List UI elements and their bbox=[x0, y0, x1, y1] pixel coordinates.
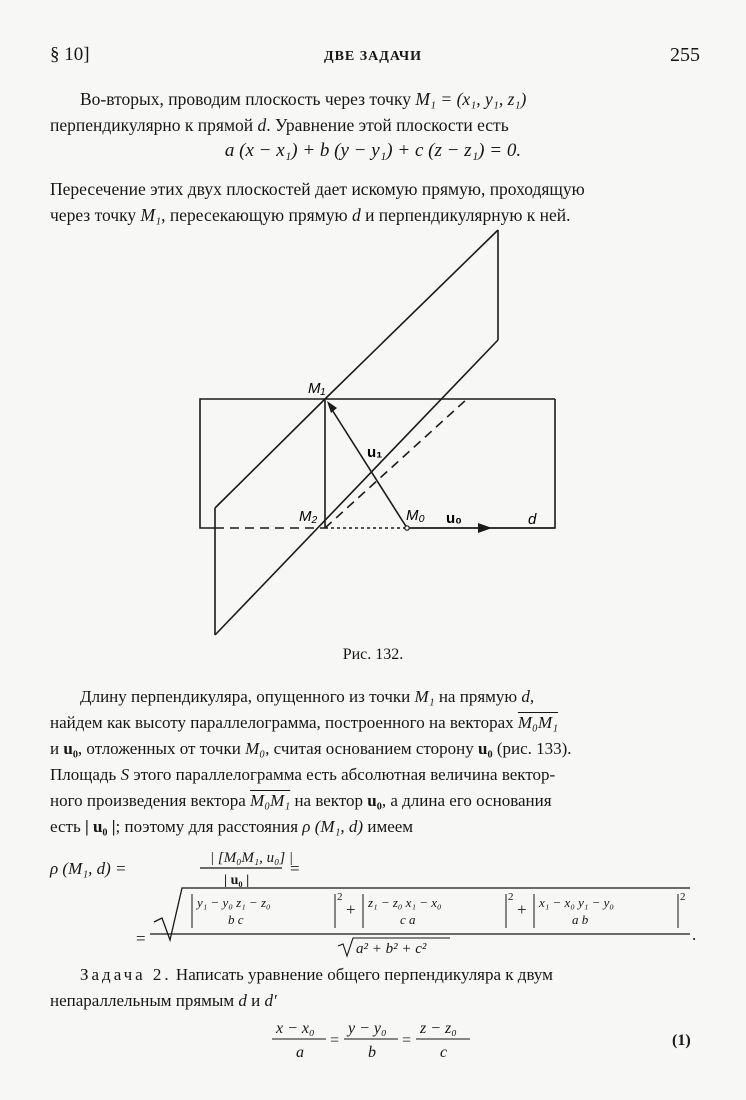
p3-text-6a: есть bbox=[50, 817, 85, 836]
label-m1: M₁ bbox=[308, 380, 326, 397]
p3-text-1a: Длину перпендикуляра, опущенного из точки bbox=[80, 687, 415, 706]
p3-point-m0: M₀ bbox=[245, 739, 266, 758]
point-m0 bbox=[405, 526, 409, 530]
p3-vector-u0-3: u₀ bbox=[367, 791, 382, 810]
p2-text-c: и перпендикулярную к ней. bbox=[360, 205, 571, 225]
eq3-number: (1) bbox=[672, 1032, 691, 1049]
formula-cross-product: | [M₀M₁, u₀] | bbox=[210, 850, 294, 866]
plane-equation: a (x − x₁) + b (y − y₁) + c (z − z₁) = 0. bbox=[224, 140, 522, 161]
task-2-text-a: Написать уравнение общего перпендикуляра к двум bbox=[171, 965, 553, 984]
canonical-line-equation bbox=[0, 1015, 746, 1075]
plus-2: + bbox=[517, 900, 527, 919]
label-u1: u₁ bbox=[367, 444, 383, 461]
p3-vector-u0: u₀ bbox=[63, 739, 78, 758]
p3-text-6c: имеем bbox=[363, 817, 414, 836]
inclined-plane-lower-right-edge bbox=[215, 340, 498, 635]
formula-denominator: a² + b² + c² bbox=[356, 941, 427, 957]
det1-square: 2 bbox=[337, 891, 343, 903]
section-number: § 10] bbox=[50, 44, 90, 65]
p3-line-d: d, bbox=[521, 687, 535, 706]
p2-text-a: через точку bbox=[50, 205, 141, 225]
figure-caption: Рис. 132. bbox=[342, 646, 404, 663]
p2-point-m1: M₁ bbox=[140, 205, 162, 225]
p3-line1-lead bbox=[50, 687, 80, 706]
p3-point-m1: M₁ bbox=[414, 687, 435, 706]
horizontal-plane-right bbox=[410, 399, 555, 528]
label-u0: u₀ bbox=[446, 510, 462, 527]
p3-text-3d: (рис. 133). bbox=[492, 739, 572, 758]
task-2-line-d-prime: d′ bbox=[264, 991, 277, 1010]
task-2-and: и bbox=[246, 991, 265, 1010]
inclined-plane-upper-left-edge bbox=[215, 399, 325, 508]
p1-text-b: перпендикулярно к прямой bbox=[50, 115, 258, 135]
p3-text-5b: на вектор bbox=[290, 791, 368, 810]
p3-vector-m0m1-2: M₀M₁ bbox=[250, 791, 291, 810]
label-m0: M₀ bbox=[406, 507, 425, 524]
paragraph-3 bbox=[50, 684, 702, 840]
label-m2: M₂ bbox=[299, 508, 318, 525]
eq3-den2: b bbox=[368, 1044, 376, 1061]
eq3-num2: y − y₀ bbox=[348, 1020, 387, 1037]
p3-text-4a: Площадь bbox=[50, 765, 121, 784]
p3-text-5c: , а длина его основания bbox=[381, 791, 552, 810]
formula-equals-2: = bbox=[136, 929, 146, 948]
task-2-text-b: непараллельным прямым bbox=[50, 991, 239, 1010]
eq3-equals1: = bbox=[330, 1032, 340, 1049]
p3-text-3b: , отложенных от точки bbox=[77, 739, 246, 758]
task-2-title: Задача 2. bbox=[80, 965, 172, 984]
arrowhead-u0 bbox=[478, 523, 492, 533]
formula-equals-1: = bbox=[290, 859, 300, 878]
hidden-line-intersection bbox=[325, 399, 467, 528]
p3-text-3c: , считая основанием сторону bbox=[265, 739, 479, 758]
task-2-line-d: d bbox=[238, 991, 247, 1010]
page-running-title: ДВЕ ЗАДАЧИ bbox=[323, 49, 423, 64]
formula-dot: . bbox=[692, 925, 697, 944]
eq3-num3: z − z₀ bbox=[420, 1020, 457, 1037]
p3-distance: ρ (M₁, d) bbox=[302, 817, 364, 836]
eq3-den1: a bbox=[296, 1044, 304, 1061]
distance-formula bbox=[0, 840, 746, 960]
p3-text-3a: и bbox=[50, 739, 64, 758]
eq3-den3: c bbox=[440, 1044, 448, 1061]
det3-row2: a b bbox=[572, 912, 589, 927]
det1-row2: b c bbox=[228, 912, 244, 927]
p1-point-m1: M₁ = (x₁, y₁, z₁) bbox=[415, 89, 527, 109]
formula-lhs: ρ (M₁, d) = bbox=[50, 859, 127, 878]
p3-vector-m0m1: M₀M₁ bbox=[517, 713, 559, 732]
p3-area-s: S bbox=[120, 765, 130, 784]
formula-norm-u0: | u₀ | bbox=[224, 873, 250, 888]
page-number: 255 bbox=[670, 44, 700, 66]
p3-text-5a: ного произведения вектора bbox=[50, 791, 251, 810]
det3-square: 2 bbox=[680, 891, 686, 903]
vector-u1 bbox=[329, 405, 407, 528]
p1-text-a: Во-вторых, проводим плоскость через точку bbox=[80, 89, 416, 109]
p1-text-c: . Уравнение этой плоскости есть bbox=[266, 115, 509, 135]
task-2 bbox=[50, 962, 702, 1014]
p2-line-d: d bbox=[351, 205, 361, 225]
arrowhead-u1 bbox=[327, 401, 337, 413]
p3-norm-u0: | u₀ | bbox=[84, 817, 116, 836]
p3-vector-u0-2: u₀ bbox=[478, 739, 493, 758]
det2-square: 2 bbox=[508, 891, 514, 903]
inclined-plane-top-edge bbox=[325, 230, 498, 399]
p3-text-4b: этого параллелограмма есть абсолютная величина вектор- bbox=[129, 765, 556, 784]
det2-row1: z₁ − z₀ x₁ − x₀ bbox=[368, 895, 442, 910]
p3-text-1b: на прямую bbox=[434, 687, 522, 706]
p3-text-2a: найдем как высоту параллелограмма, построенного на векторах bbox=[50, 713, 518, 732]
plus-1: + bbox=[346, 900, 356, 919]
det2-row2: c a bbox=[400, 912, 416, 927]
label-d: d bbox=[528, 511, 537, 528]
p2-text-b: , пересекающую прямую bbox=[161, 205, 352, 225]
p2-line1: Пересечение этих двух плоскостей дает искомую прямую, проходящую bbox=[50, 179, 585, 199]
p3-text-6b: ; поэтому для расстояния bbox=[115, 817, 303, 836]
eq3-equals2: = bbox=[402, 1032, 412, 1049]
eq3-num1: x − x₀ bbox=[276, 1020, 315, 1037]
p1-line-d: d bbox=[257, 115, 267, 135]
det1-row1: y₁ − y₀ z₁ − z₀ bbox=[197, 895, 271, 910]
det3-row1: x₁ − x₀ y₁ − y₀ bbox=[539, 895, 614, 910]
